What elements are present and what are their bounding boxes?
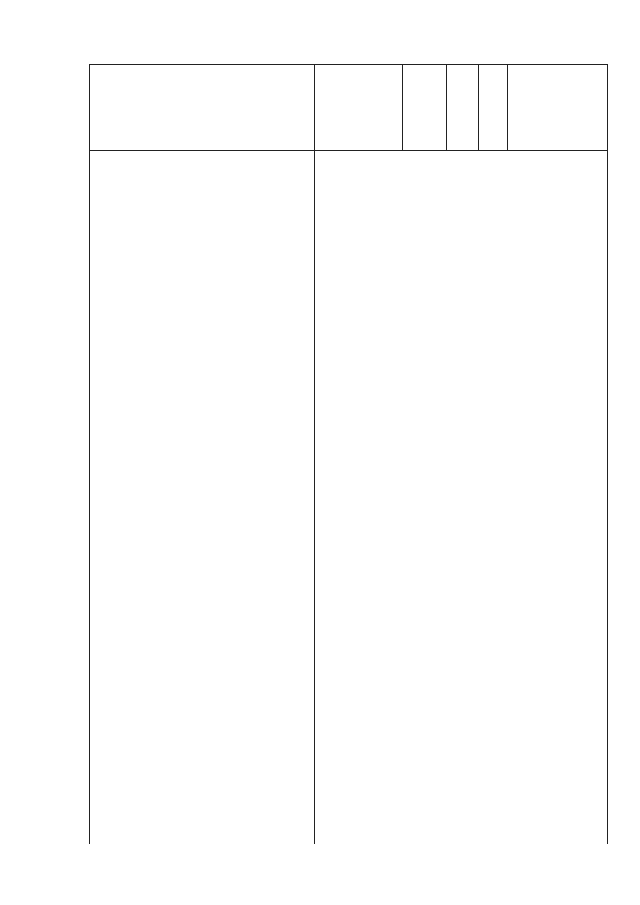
budget-table bbox=[89, 64, 608, 844]
header-target-article bbox=[314, 64, 402, 150]
header-subsection bbox=[478, 64, 507, 150]
header-expense-group bbox=[402, 64, 446, 150]
header-section bbox=[446, 64, 478, 150]
header-sum bbox=[507, 64, 607, 150]
header-bottom-border bbox=[90, 150, 607, 151]
header-name bbox=[90, 64, 314, 150]
